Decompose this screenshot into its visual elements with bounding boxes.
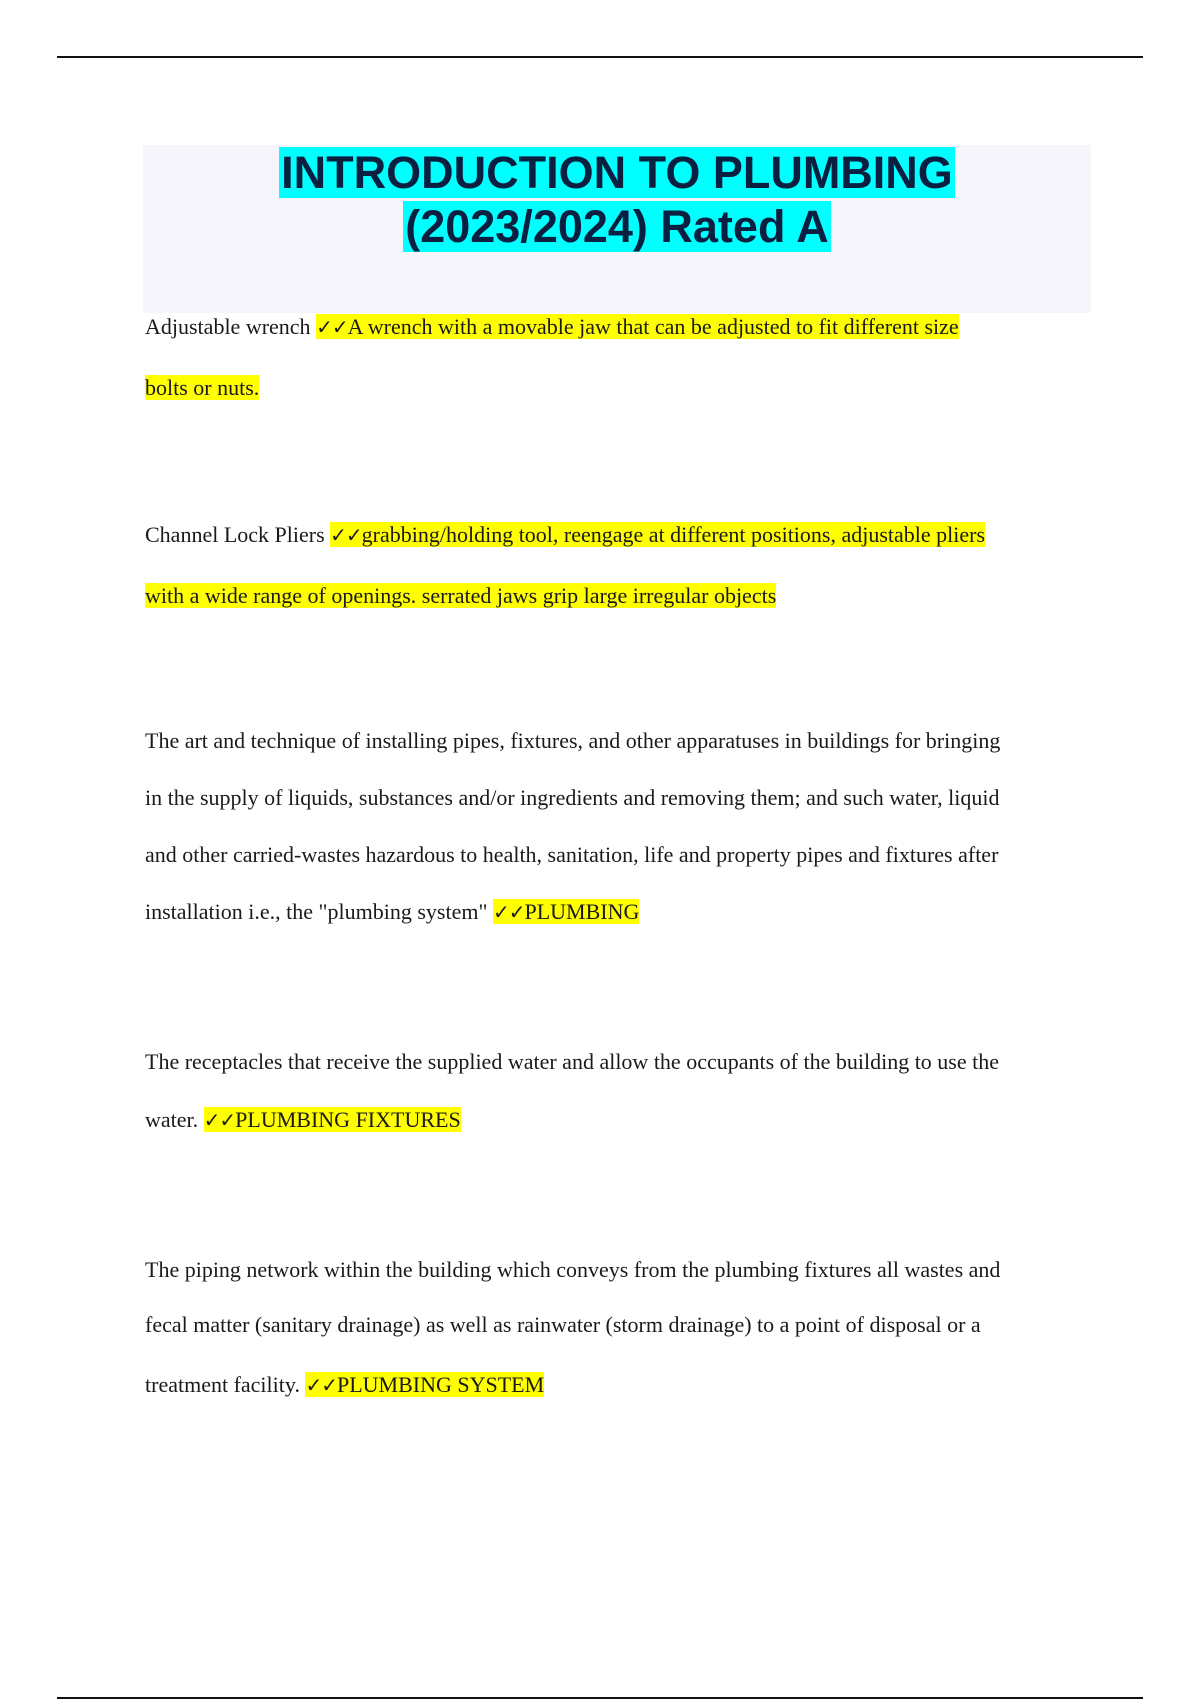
bottom-rule xyxy=(57,1697,1143,1699)
entry-3-line-4: installation i.e., the "plumbing system" ✓✓PLUMBING xyxy=(145,899,640,924)
entry-2-line-2 xyxy=(145,583,1095,609)
entry-2-line-1 xyxy=(145,522,1095,548)
double-check-icon: ✓✓ xyxy=(316,315,348,339)
entry-4-line-1: The receptacles that receive the supplied water and allow the occupants of the building to use the xyxy=(145,1049,1000,1074)
entry-5-line-1: The piping network within the building which conveys from the plumbing fixtures all wastes and xyxy=(145,1257,1001,1282)
top-rule xyxy=(57,56,1143,58)
entry-1-answer-cont: bolts or nuts. xyxy=(145,375,260,400)
entry-1-answer: ✓✓A wrench with a movable jaw that can be adjusted to fit different size xyxy=(316,314,959,339)
entry-5-answer: ✓✓PLUMBING SYSTEM xyxy=(305,1372,545,1397)
entry-4-line-2: water. ✓✓PLUMBING FIXTURES xyxy=(145,1107,461,1132)
entry-2-term: Channel Lock Pliers xyxy=(145,522,331,547)
double-check-icon: ✓✓ xyxy=(203,1108,236,1132)
document-title-line-2: (2023/2024) Rated A xyxy=(405,201,829,252)
double-check-icon: ✓✓ xyxy=(492,900,525,924)
entry-4-answer: ✓✓PLUMBING FIXTURES xyxy=(203,1107,461,1132)
entry-2-answer-cont: with a wide range of openings. serrated jaws grip large irregular objects xyxy=(145,583,777,608)
document-title-line-1: INTRODUCTION TO PLUMBING xyxy=(281,147,953,198)
entry-1-term: Adjustable wrench xyxy=(145,314,317,339)
entry-2-answer: ✓✓grabbing/holding tool, reengage at different positions, adjustable pliers xyxy=(330,522,986,547)
double-check-icon: ✓✓ xyxy=(305,1373,337,1397)
entry-3-answer: ✓✓PLUMBING xyxy=(492,899,640,924)
entry-1-line-2 xyxy=(145,375,1095,401)
double-check-icon: ✓✓ xyxy=(330,523,362,547)
entry-5-line-2: fecal matter (sanitary drainage) as well as rainwater (storm drainage) to a point of disposal or a xyxy=(145,1312,981,1337)
entry-3-line-1: The art and technique of installing pipes, fixtures, and other apparatuses in buildings for bringing xyxy=(145,728,1001,753)
entry-3-line-2: in the supply of liquids, substances and/or ingredients and removing them; and such water, liquid xyxy=(145,785,1000,810)
title-banner xyxy=(143,145,1091,313)
entry-3-line-3: and other carried-wastes hazardous to health, sanitation, life and property pipes and fixtures after xyxy=(145,842,999,867)
entry-5-line-3: treatment facility. ✓✓PLUMBING SYSTEM xyxy=(145,1372,545,1397)
entry-1-line-1 xyxy=(145,314,1095,340)
